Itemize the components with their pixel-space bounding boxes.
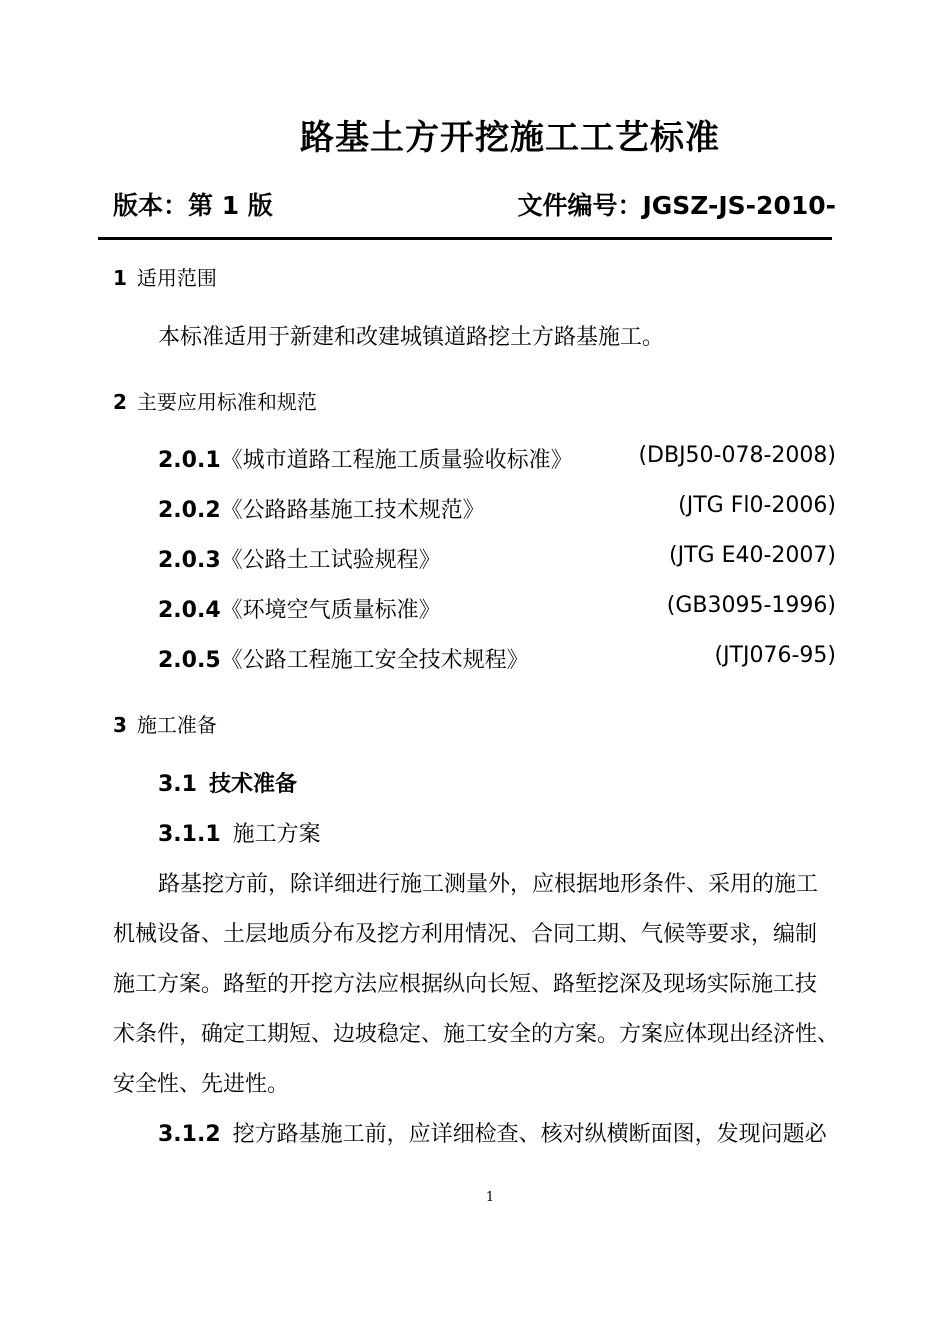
subsection-label: 施工方案 (232, 822, 321, 847)
section-label: 主要应用标准和规范 (136, 390, 317, 414)
reference-number: 2.0.1 (158, 448, 221, 473)
subsection-number: 3.1 (158, 772, 197, 797)
paragraph-line: 安全性、先进性。 (113, 1072, 290, 1097)
section-label: 施工准备 (136, 713, 217, 737)
subsection-text: 挖方路基施工前，应详细检查、核对纵横断面图，发现问题必 (232, 1122, 827, 1147)
section-2-heading (113, 386, 317, 415)
version-label: 版本：第 1 版 (113, 191, 273, 220)
reference-name: 《环境空气质量标准》 (220, 598, 441, 623)
paragraph-line: 路基挖方前，除详细进行施工测量外，应根据地形条件、采用的施工 (158, 872, 819, 897)
reference-name: 《公路土工试验规程》 (220, 548, 441, 573)
subsection-number: 3.1.2 (158, 1122, 221, 1147)
reference-number: 2.0.2 (158, 498, 221, 523)
section-3-heading (113, 709, 217, 738)
subsection-3-1-1-heading (158, 817, 321, 848)
section-1-heading (113, 262, 217, 291)
section-number: 2 (113, 390, 127, 414)
reference-item (158, 593, 441, 624)
reference-item (158, 643, 529, 674)
subsection-label: 技术准备 (208, 772, 297, 797)
reference-name: 《公路工程施工安全技术规程》 (220, 648, 529, 673)
subsection-number: 3.1.1 (158, 822, 221, 847)
section-label: 适用范围 (136, 266, 217, 290)
reference-code: (JTJ076-95) (714, 643, 836, 668)
section-1-body: 本标准适用于新建和改建城镇道路挖土方路基施工。 (158, 325, 665, 350)
document-title: 路基土方开挖施工工艺标准 (300, 118, 720, 158)
reference-item (158, 493, 485, 524)
section-number: 3 (113, 713, 127, 737)
subsection-3-1-2 (158, 1117, 827, 1148)
reference-item (158, 543, 441, 574)
document-number: 文件编号：JGSZ-JS-2010- (517, 191, 836, 220)
reference-code: (JTG Fl0-2006) (678, 493, 836, 518)
reference-number: 2.0.4 (158, 598, 221, 623)
reference-code: (GB3095-1996) (666, 593, 836, 618)
reference-number: 2.0.3 (158, 548, 221, 573)
paragraph-line: 术条件，确定工期短、边坡稳定、施工安全的方案。方案应体现出经济性、 (113, 1022, 840, 1047)
section-number: 1 (113, 266, 127, 290)
header-divider (98, 237, 832, 240)
reference-code: (DBJ50-078-2008) (638, 443, 836, 468)
paragraph-line: 施工方案。路堑的开挖方法应根据纵向长短、路堑挖深及现场实际施工技 (113, 972, 818, 997)
reference-name: 《城市道路工程施工质量验收标准》 (220, 448, 573, 473)
page-number: 1 (485, 1190, 495, 1205)
paragraph-line: 机械设备、土层地质分布及挖方利用情况、合同工期、气候等要求，编制 (113, 922, 818, 947)
reference-name: 《公路路基施工技术规范》 (220, 498, 485, 523)
subsection-3-1-heading (158, 767, 297, 798)
reference-code: (JTG E40-2007) (669, 543, 836, 568)
reference-number: 2.0.5 (158, 648, 221, 673)
reference-item (158, 443, 573, 474)
